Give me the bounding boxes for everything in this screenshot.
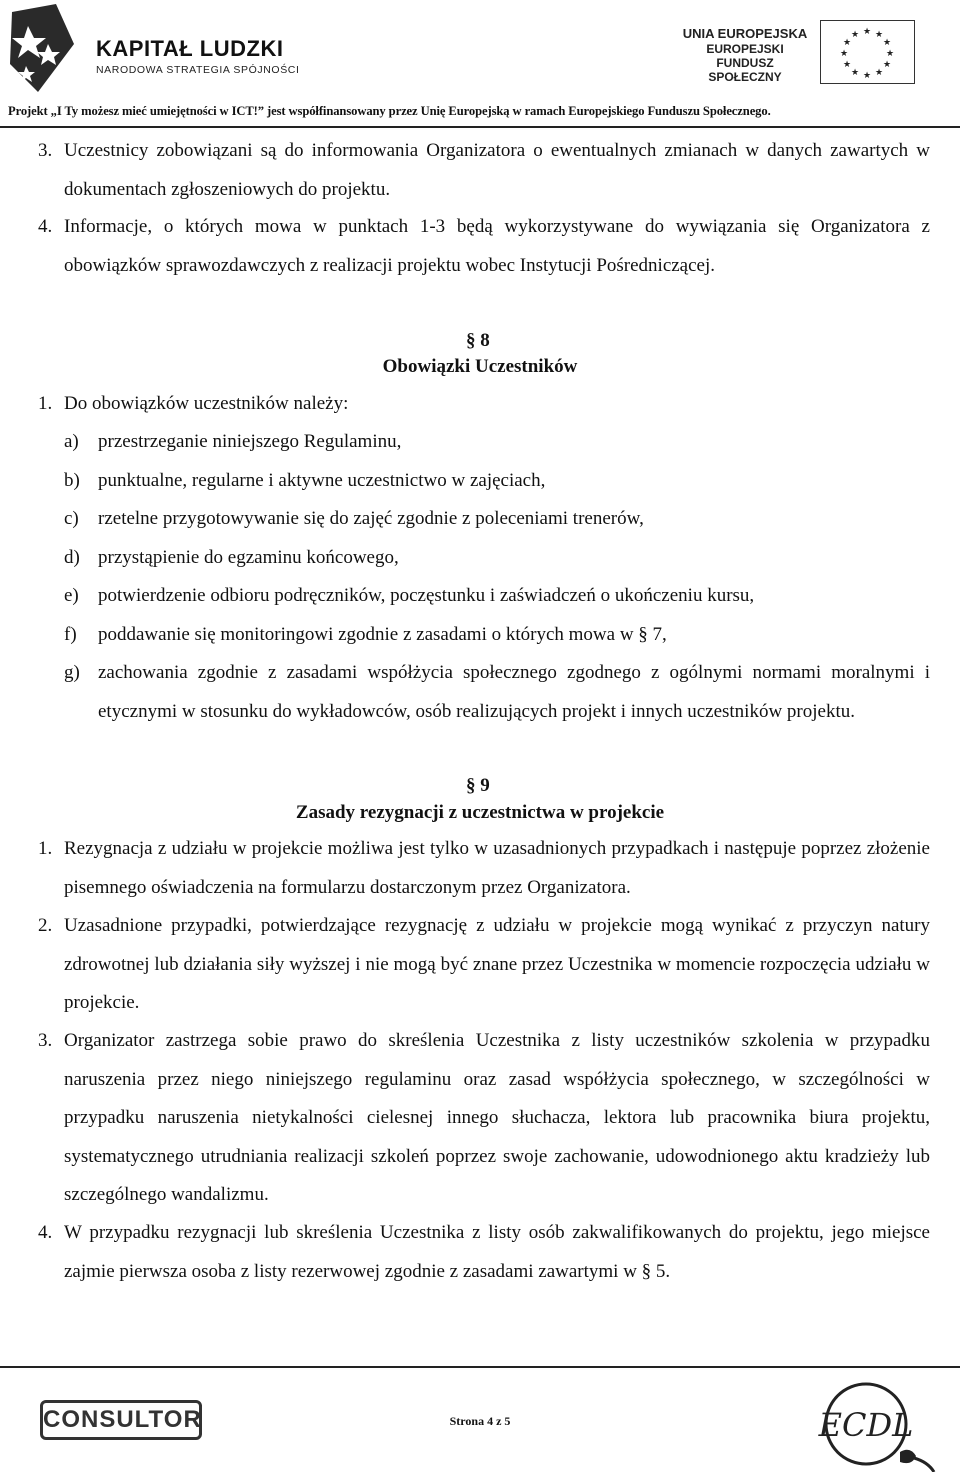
svg-text:★: ★ xyxy=(885,49,895,59)
list-item-label: d) xyxy=(64,547,80,568)
kapital-ludzki-logo xyxy=(8,4,298,94)
list-item-text: przestrzeganie niniejszego Regulaminu, xyxy=(98,431,402,452)
consultor-logo: CONSULTOR xyxy=(40,1400,202,1440)
intro-item xyxy=(38,208,930,285)
svg-text:★: ★ xyxy=(874,30,884,40)
svg-text:★: ★ xyxy=(882,60,892,70)
item-number: 4. xyxy=(38,216,53,237)
list-item-text: rzetelne przygotowywanie się do zajęć zgodnie z poleceniami trenerów, xyxy=(98,508,644,529)
eu-logo-line1: UNIA EUROPEJSKA xyxy=(682,26,808,41)
eu-logo-line3: FUNDUSZ SPOŁECZNY xyxy=(708,55,782,85)
item-text: Uzasadnione przypadki, potwierdzające rezygnację z udziału w projekcie mogą wynikać z przyczyn natury zdrowotnej lub działania siły wyższej i nie mogą być znane przez Uczestnika w momencie rozpoczęcia udziału w projekcie. xyxy=(64,915,930,1013)
list-item xyxy=(64,616,930,655)
section-number: § 8 xyxy=(466,330,490,351)
item-number: 1. xyxy=(38,393,53,414)
section-item xyxy=(38,1214,930,1291)
list-item-text: zachowania zgodnie z zasadami współżycia społecznego zgodnego z ogólnymi normami moralnymi i etycznymi w stosunku do wykładowców, osób realizujących projekt i innych uczestników projektu. xyxy=(98,662,930,722)
page-header xyxy=(0,0,960,136)
ecdl-emblem-icon xyxy=(808,1380,948,1472)
item-number: 3. xyxy=(38,140,53,161)
item-text: Informacje, o których mowa w punktach 1-3 będą wykorzystywane do wywiązania się Organizatora z obowiązków sprawozdawczych z realizacji projektu wobec Instytucji Pośredniczącej. xyxy=(64,216,930,276)
section-item xyxy=(38,907,930,1023)
ecdl-logo xyxy=(808,1380,948,1472)
svg-text:★: ★ xyxy=(842,60,852,70)
section-item xyxy=(38,1022,930,1215)
section-item xyxy=(38,830,930,907)
svg-text:★: ★ xyxy=(842,38,852,48)
item-text: Organizator zastrzega sobie prawo do skreślenia Uczestnika z listy uczestników szkolenia w przypadku naruszenia przez niego niniejszego regulaminu oraz zasad współżycia społecznego, w szczególności w przypadku naruszenia nietykalności cielesnej innego słuchacza, lektora lub pracownika biura projektu, systematycznego utrudniania realizacji szkoleń poprzez swoje zachowanie, udowodnionego aktu kradzieży lub szczególnego wandalizmu. xyxy=(64,1030,930,1205)
svg-text:★: ★ xyxy=(850,30,860,40)
list-item-label: g) xyxy=(64,662,80,683)
eu-flag-icon xyxy=(820,20,915,84)
ecdl-logo-text: ECDL xyxy=(818,1406,914,1444)
svg-text:★: ★ xyxy=(839,49,849,59)
item-number: 2. xyxy=(38,915,53,936)
list-item xyxy=(64,654,930,731)
footer-divider xyxy=(0,1366,960,1368)
item-number: 3. xyxy=(38,1030,53,1051)
list-item xyxy=(64,539,930,578)
svg-text:★: ★ xyxy=(862,71,872,81)
section-number: § 9 xyxy=(466,775,490,796)
list-item xyxy=(64,577,930,616)
item-text: W przypadku rezygnacji lub skreślenia Uczestnika z listy osób zakwalifikowanych do projektu, jego miejsce zajmie pierwsza osoba z listy rezerwowej zgodnie z zasadami zawartymi w § 5. xyxy=(64,1222,930,1282)
item-text: Do obowiązków uczestników należy: xyxy=(64,393,349,414)
svg-text:★: ★ xyxy=(874,68,884,78)
eu-logo-line2: EUROPEJSKI xyxy=(706,41,784,56)
item-number: 4. xyxy=(38,1222,53,1243)
section-title: Obowiązki Uczestników xyxy=(382,356,578,377)
eu-logo xyxy=(680,20,940,84)
item-number: 1. xyxy=(38,838,53,859)
svg-text:★: ★ xyxy=(850,68,860,78)
item-text: Uczestnicy zobowiązani są do informowania Organizatora o ewentualnych zmianach w danych zawartych w dokumentach zgłoszeniowych do projektu. xyxy=(64,140,930,200)
svg-text:★: ★ xyxy=(882,38,892,48)
header-divider xyxy=(0,126,960,128)
kapital-ludzki-emblem-icon xyxy=(8,4,88,92)
list-item xyxy=(64,500,930,539)
item-text: Rezygnacja z udziału w projekcie możliwa jest tylko w uzasadnionych przypadkach i następuje poprzez złożenie pisemnego oświadczenia na formularzu dostarczonym przez Organizatora. xyxy=(64,838,930,898)
list-item xyxy=(64,462,930,501)
page-number: Strona 4 z 5 xyxy=(449,1414,511,1428)
list-item-text: przystąpienie do egzaminu końcowego, xyxy=(98,547,399,568)
list-item-label: a) xyxy=(64,431,79,452)
section-item xyxy=(38,385,930,424)
list-item-label: c) xyxy=(64,508,79,529)
list-item-text: potwierdzenie odbioru podręczników, poczęstunku i zaświadczeń o ukończeniu kursu, xyxy=(98,585,755,606)
list-item xyxy=(64,423,930,462)
svg-text:★: ★ xyxy=(862,27,872,37)
intro-item xyxy=(38,132,930,209)
list-item-text: punktualne, regularne i aktywne uczestnictwo w zajęciach, xyxy=(98,470,546,491)
kapital-ludzki-subtitle: NARODOWA STRATEGIA SPÓJNOŚCI xyxy=(96,64,300,76)
project-funding-line: Projekt „I Ty możesz mieć umiejętności w ICT!” jest współfinansowany przez Unię Europejską w ramach Europejskiego Funduszu Społecznego. xyxy=(8,104,771,118)
kapital-ludzki-title: KAPITAŁ LUDZKI xyxy=(96,36,284,61)
list-item-label: b) xyxy=(64,470,80,491)
section-title: Zasady rezygnacji z uczestnictwa w projekcie xyxy=(295,802,665,823)
list-item-label: e) xyxy=(64,585,79,606)
list-item-text: poddawanie się monitoringowi zgodnie z zasadami o których mowa w § 7, xyxy=(98,624,667,645)
list-item-label: f) xyxy=(64,624,77,645)
